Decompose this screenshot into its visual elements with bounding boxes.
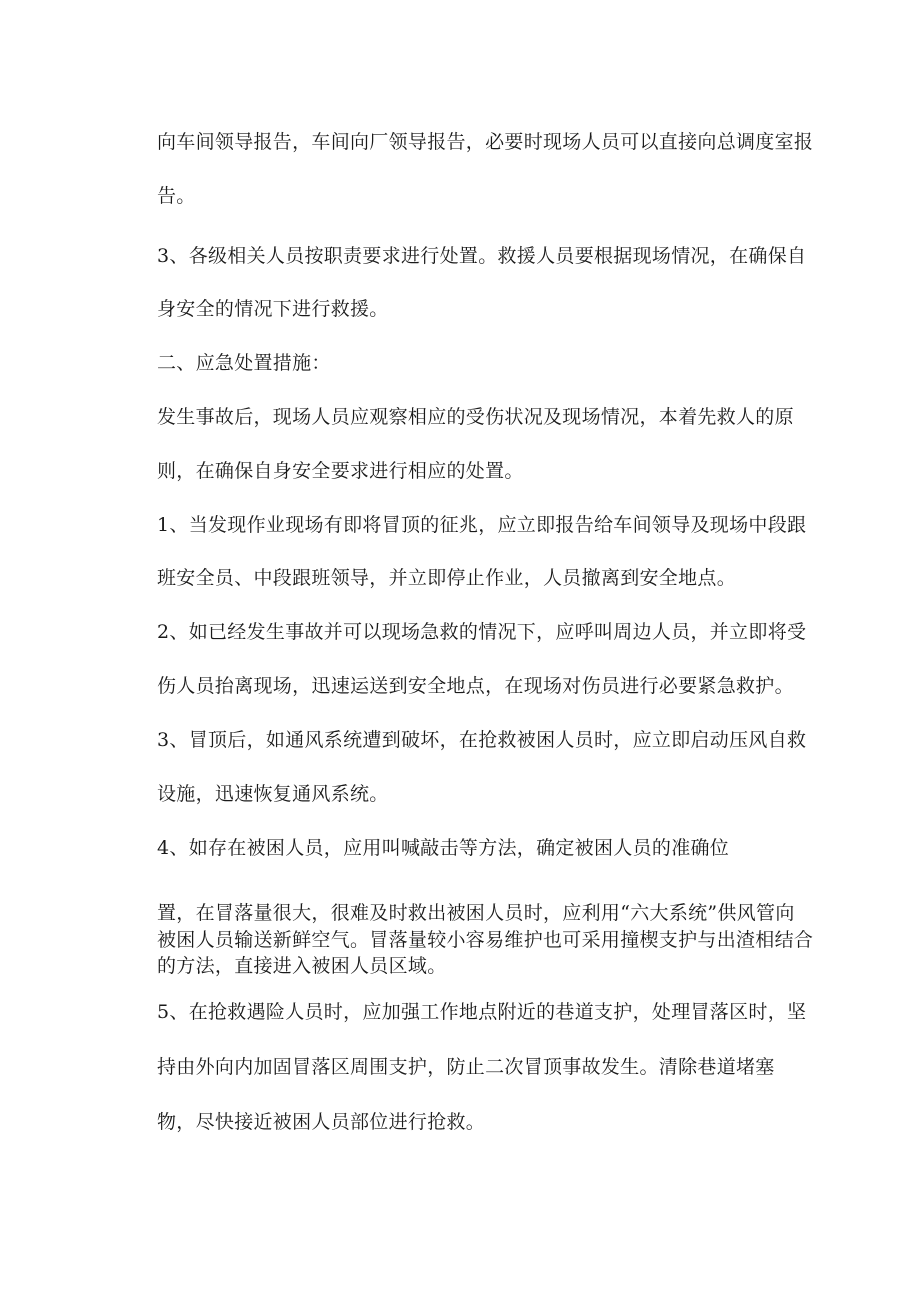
text-line: 置，在冒落量很大，很难及时救出被困人员时，应利用“六大系统”供风管向 <box>157 902 795 924</box>
text-line: 物，尽快接近被困人员部位进行抢救。 <box>157 1111 486 1133</box>
text-line: 2、如已经发生事故并可以现场急救的情况下，应呼叫周边人员，并立即将受 <box>157 621 807 643</box>
text-line: 设施，迅速恢复通风系统。 <box>157 783 389 805</box>
text-line: 4、如存在被困人员，应用叫喊敲击等方法，确定被困人员的准确位 <box>157 837 730 859</box>
text-line: 5、在抢救遇险人员时，应加强工作地点附近的巷道支护，处理冒落区时，坚 <box>157 1001 807 1023</box>
text-line: 身安全的情况下进行救援。 <box>157 298 389 320</box>
text-line: 告。 <box>157 185 196 207</box>
text-line: 持由外向内加固冒落区周围支护，防止二次冒顶事故发生。清除巷道堵塞 <box>157 1056 775 1078</box>
text-line: 班安全员、中段跟班领导，并立即停止作业，人员撤离到安全地点。 <box>157 567 737 589</box>
text-line: 则，在确保自身安全要求进行相应的处置。 <box>157 460 524 482</box>
text-line: 3、各级相关人员按职责要求进行处置。救援人员要根据现场情况，在确保自 <box>157 245 807 267</box>
text-line: 向车间领导报告，车间向厂领导报告，必要时现场人员可以直接向总调度室报 <box>157 131 814 153</box>
section-heading: 二、应急处置措施： <box>157 352 331 374</box>
text-line: 发生事故后，现场人员应观察相应的受伤状况及现场情况，本着先救人的原 <box>157 406 794 428</box>
text-line: 1、当发现作业现场有即将冒顶的征兆，应立即报告给车间领导及现场中段跟 <box>157 514 807 536</box>
text-line: 伤人员抬离现场，迅速运送到安全地点，在现场对伤员进行必要紧急救护。 <box>157 675 794 697</box>
text-line: 3、冒顶后，如通风系统遭到破坏，在抢救被困人员时，应立即启动压风自救 <box>157 729 807 751</box>
text-line: 被困人员输送新鲜空气。冒落量较小容易维护也可采用撞楔支护与出渣相结合 <box>157 929 814 951</box>
text-line: 的方法，直接进入被困人员区域。 <box>157 955 447 977</box>
